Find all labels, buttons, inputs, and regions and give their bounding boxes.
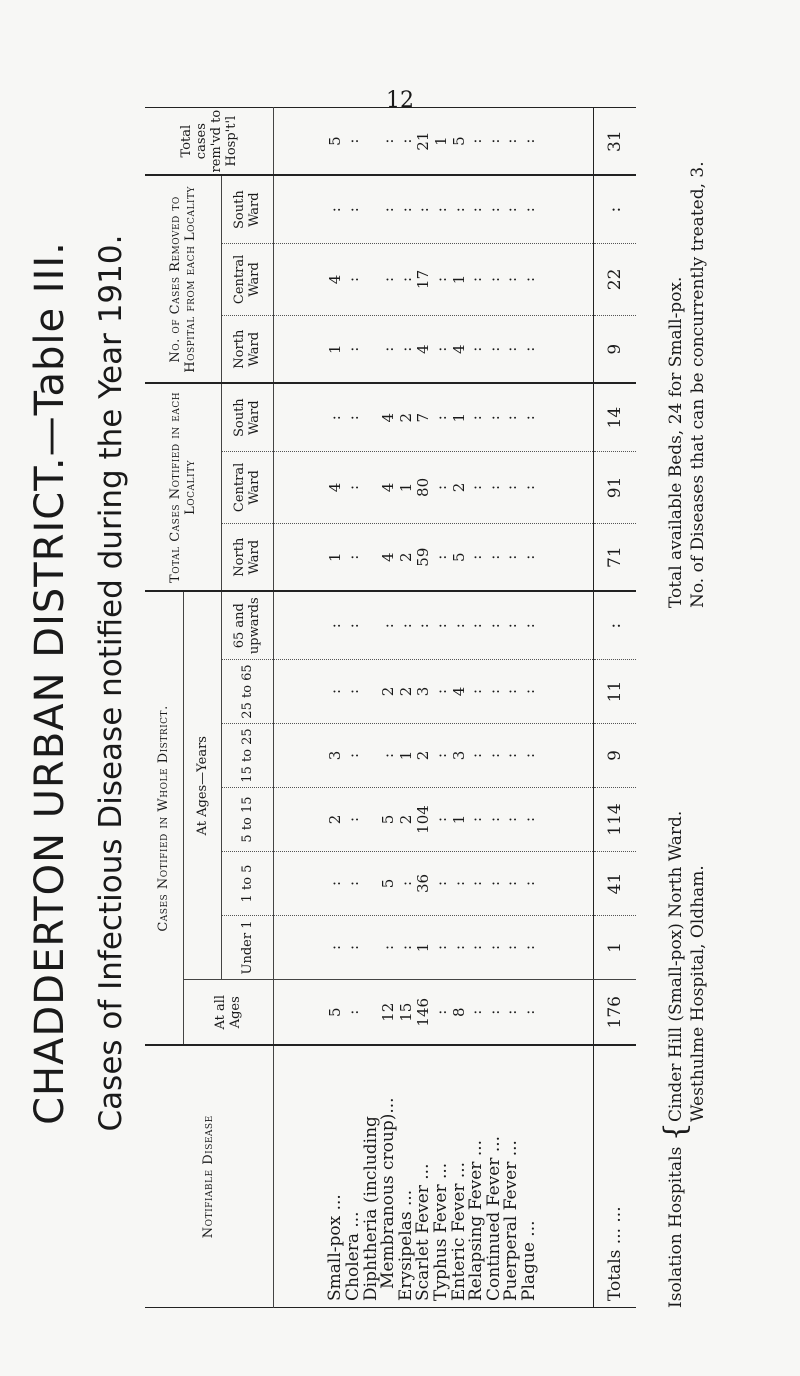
- header-total-notified: Total Cases Notified in each Locality: [145, 383, 221, 591]
- table-cell: :: [467, 346, 486, 352]
- col-5-to-15: [273, 788, 593, 852]
- col-15-to-25: [273, 724, 593, 788]
- disease-name: Small-pox ...: [325, 1194, 346, 1301]
- table-cell: :: [519, 138, 538, 144]
- table-cell: 4: [449, 686, 468, 697]
- header-removed-central-ward: Central Ward: [221, 243, 273, 315]
- table-cell: :: [519, 346, 538, 352]
- total-under-1: 1: [593, 916, 636, 980]
- table-cell: :: [502, 207, 521, 213]
- table-cell: :: [414, 623, 433, 629]
- table-cell: :: [467, 554, 486, 560]
- table-cell: :: [432, 276, 450, 282]
- table-cell: :: [396, 276, 415, 282]
- table-cell: :: [432, 1009, 450, 1015]
- table-cell: :: [396, 880, 415, 887]
- header-disease: Notifiable Disease: [145, 1046, 273, 1308]
- col-removed-north: [273, 315, 593, 383]
- table-cell: :: [326, 944, 345, 951]
- table-cell: :: [484, 623, 503, 629]
- table-cell: [363, 452, 381, 523]
- table-cell: :: [484, 276, 503, 282]
- table-cell: 21: [414, 131, 433, 151]
- table-cell: :: [326, 207, 345, 213]
- table-cell: :: [484, 880, 503, 887]
- header-at-ages: At Ages—Years: [183, 591, 221, 979]
- table-cell: [363, 108, 381, 175]
- table-cell: :: [467, 623, 486, 629]
- header-notified-north-ward: North Ward: [221, 523, 273, 591]
- table-cell: 1: [326, 344, 345, 354]
- table-cell: :: [467, 1009, 486, 1015]
- table-cell: 4: [379, 552, 398, 562]
- table-cell: :: [502, 484, 521, 490]
- table-cell: 2: [379, 686, 398, 697]
- total-1-to-5: 41: [593, 852, 636, 916]
- table-cell: :: [432, 816, 450, 823]
- header-age-15-to-25: 15 to 25: [221, 724, 273, 788]
- table-cell: 146: [414, 997, 433, 1027]
- table-cell: :: [467, 415, 486, 421]
- table-cell: :: [484, 484, 503, 490]
- header-cases-whole-district: Cases Notified in Whole District.: [145, 591, 183, 1045]
- col-total-removed: [273, 107, 593, 175]
- footnote-hospital-2: Westhulme Hospital, Oldham.: [688, 865, 708, 1122]
- table-cell: :: [379, 944, 398, 951]
- table-cell: :: [379, 752, 398, 759]
- table-cell: :: [519, 816, 538, 823]
- table-cell: :: [519, 688, 538, 695]
- footnote-hospital-1: Cinder Hill (Small-pox) North Ward.: [666, 810, 686, 1122]
- table-cell: :: [379, 138, 398, 144]
- table-cell: :: [396, 623, 415, 629]
- header-age-under-1: Under 1: [221, 916, 273, 980]
- table-cell: :: [432, 944, 450, 951]
- table-cell: :: [344, 623, 363, 629]
- total-notified-north: 71: [593, 523, 636, 591]
- table-cell: 80: [414, 477, 433, 497]
- table-cell: 1: [396, 750, 415, 761]
- table-cell: 2: [414, 750, 433, 761]
- table-cell: :: [396, 346, 415, 352]
- table-cell: :: [344, 816, 363, 823]
- table-cell: :: [396, 138, 415, 144]
- table-cell: [363, 316, 381, 383]
- table-cell: :: [502, 276, 521, 282]
- table-cell: :: [467, 276, 486, 282]
- table-cell: 5: [379, 878, 398, 889]
- table-cell: :: [432, 484, 450, 490]
- table-cell: :: [396, 944, 415, 951]
- table-cell: :: [432, 880, 450, 887]
- col-removed-central: [273, 243, 593, 315]
- table-cell: :: [344, 752, 363, 759]
- table-cell: :: [344, 346, 363, 352]
- brace-icon: {: [658, 1122, 693, 1142]
- table-cell: :: [379, 207, 398, 213]
- disease-list: [273, 1046, 593, 1308]
- col-65-up: [273, 591, 593, 659]
- total-removed-central: 22: [593, 243, 636, 315]
- table-cell: :: [484, 752, 503, 759]
- table-cell: :: [502, 415, 521, 421]
- table-cell: :: [519, 623, 538, 629]
- table-cell: :: [467, 816, 486, 823]
- header-total-removed: Total cases rem'vd to Hosp't'l: [145, 107, 273, 175]
- table-cell: [363, 980, 381, 1045]
- table-cell: :: [432, 554, 450, 560]
- table-cell: 3: [449, 750, 468, 761]
- header-age-25-to-65: 25 to 65: [221, 660, 273, 724]
- header-removed-north-ward: North Ward: [221, 315, 273, 383]
- header-age-65-up: 65 and upwards: [221, 591, 273, 659]
- header-removed-to-hospital: No. of Cases Removed to Hospital from each Locality: [145, 175, 221, 383]
- total-notified-central: 91: [593, 451, 636, 523]
- table-cell: 104: [414, 805, 433, 834]
- table-cell: :: [502, 554, 521, 560]
- table-cell: :: [519, 554, 538, 560]
- table-cell: :: [467, 752, 486, 759]
- table-cell: 2: [396, 686, 415, 697]
- table-cell: :: [519, 752, 538, 759]
- table-cell: :: [502, 1009, 521, 1015]
- table-cell: 2: [326, 814, 345, 825]
- total-all-ages: 176: [593, 980, 636, 1046]
- table-cell: 1: [414, 942, 433, 953]
- table-cell: :: [344, 484, 363, 490]
- table-cell: :: [484, 816, 503, 823]
- disease-name: Erysipelas ...: [395, 1189, 416, 1301]
- table-cell: :: [326, 688, 345, 695]
- col-all-ages: [273, 980, 593, 1046]
- table-cell: :: [344, 138, 363, 144]
- table-cell: :: [502, 880, 521, 887]
- table-cell: 4: [326, 482, 345, 493]
- disease-name: Enteric Fever ...: [448, 1161, 469, 1301]
- table-cell: :: [344, 1009, 363, 1015]
- col-under-1: [273, 916, 593, 980]
- table-cell: 12: [379, 1002, 398, 1022]
- table-cell: :: [432, 207, 450, 213]
- table-cell: 4: [326, 274, 345, 285]
- footnote-label: Isolation Hospitals: [666, 1146, 686, 1308]
- disease-name: Plague ...: [518, 1220, 539, 1301]
- table-cell: 2: [396, 412, 415, 423]
- col-notified-south: [273, 383, 593, 451]
- table-cell: :: [502, 688, 521, 695]
- table-cell: [363, 384, 381, 451]
- table-cell: 17: [414, 269, 433, 289]
- table-cell: 5: [326, 1007, 345, 1018]
- totals-row: [593, 107, 636, 1307]
- table-cell: 2: [396, 552, 415, 562]
- col-notified-north: [273, 523, 593, 591]
- table-cell: :: [484, 688, 503, 695]
- table-cell: 1: [449, 274, 468, 285]
- table-cell: :: [467, 944, 486, 951]
- table-cell: :: [432, 346, 450, 352]
- table-cell: :: [467, 484, 486, 490]
- table-cell: :: [449, 944, 468, 951]
- table-cell: :: [326, 415, 345, 421]
- table-cell: :: [484, 415, 503, 421]
- totals-label: Totals ... ...: [593, 1046, 636, 1308]
- table-cell: :: [344, 880, 363, 887]
- table-cell: :: [484, 944, 503, 951]
- table-cell: 1: [432, 136, 450, 146]
- table-cell: 59: [414, 547, 433, 567]
- disease-name: Scarlet Fever ...: [413, 1163, 434, 1301]
- header-notified-central-ward: Central Ward: [221, 451, 273, 523]
- table-cell: :: [432, 752, 450, 759]
- table-cell: :: [379, 276, 398, 282]
- table-cell: :: [396, 207, 415, 213]
- total-15-to-25: 9: [593, 724, 636, 788]
- table-cell: 1: [449, 412, 468, 423]
- page-subtitle: Cases of Infectious Disease notified during the Year 1910.: [93, 234, 129, 1132]
- table-cell: [363, 724, 381, 787]
- table-cell: :: [502, 138, 521, 144]
- table-cell: :: [326, 623, 345, 629]
- table-cell: :: [414, 207, 433, 213]
- table-cell: :: [467, 207, 486, 213]
- table-cell: 8: [449, 1007, 468, 1018]
- header-notified-south-ward: South Ward: [221, 383, 273, 451]
- total-65-up: :: [593, 591, 636, 659]
- table-cell: :: [449, 880, 468, 887]
- table-cell: :: [519, 944, 538, 951]
- header-removed-south-ward: South Ward: [221, 175, 273, 243]
- title-block: [5, 58, 145, 1308]
- table-cell: :: [484, 346, 503, 352]
- header-age-1-to-5: 1 to 5: [221, 852, 273, 916]
- disease-name: Relapsing Fever ...: [466, 1139, 487, 1301]
- table-cell: 1: [326, 552, 345, 562]
- table-cell: 5: [449, 136, 468, 146]
- table-cell: :: [484, 138, 503, 144]
- table-cell: :: [519, 484, 538, 490]
- table-cell: 1: [396, 482, 415, 493]
- table-cell: :: [326, 880, 345, 887]
- table-cell: :: [519, 1009, 538, 1015]
- table-cell: :: [379, 346, 398, 352]
- table-cell: 5: [326, 136, 345, 146]
- table-cell: 2: [396, 814, 415, 825]
- footnote-concurrent: No. of Diseases that can be concurrently treated, 3.: [688, 161, 708, 608]
- table-cell: :: [432, 623, 450, 629]
- col-1-to-5: [273, 852, 593, 916]
- table-cell: [363, 592, 381, 659]
- col-removed-south: [273, 175, 593, 243]
- table-cell: :: [502, 944, 521, 951]
- table-cell: [363, 244, 381, 315]
- total-25-to-65: 11: [593, 660, 636, 724]
- table-cell: :: [344, 688, 363, 695]
- table-cell: :: [379, 623, 398, 629]
- table-cell: :: [344, 207, 363, 213]
- table-cell: :: [467, 880, 486, 887]
- table-cell: [363, 524, 381, 591]
- disease-name: Typhus Fever ...: [431, 1162, 451, 1301]
- table-cell: :: [519, 207, 538, 213]
- disease-name: Cholera ...: [343, 1211, 364, 1301]
- footnote-beds: Total available Beds, 24 for Small-pox.: [666, 276, 686, 608]
- rotated-page-content: [5, 58, 708, 1308]
- table-cell: 1: [449, 814, 468, 825]
- col-notified-central: [273, 451, 593, 523]
- table-cell: :: [467, 688, 486, 695]
- table-cell: :: [467, 138, 486, 144]
- table-cell: [363, 788, 381, 851]
- table-cell: :: [344, 944, 363, 951]
- total-removed-all: 31: [593, 107, 636, 175]
- total-removed-south: :: [593, 175, 636, 243]
- table-cell: :: [484, 207, 503, 213]
- table-cell: 7: [414, 412, 433, 423]
- disease-name: Puerperal Fever ...: [501, 1140, 522, 1301]
- page-number: 12: [386, 88, 414, 113]
- table-cell: :: [502, 816, 521, 823]
- disease-name: Diphtheria (including: [360, 1116, 381, 1301]
- table-cell: :: [502, 752, 521, 759]
- table-cell: [363, 916, 381, 979]
- table-cell: :: [344, 276, 363, 282]
- disease-name: Membranous croup)...: [378, 1097, 399, 1289]
- table-cell: :: [502, 346, 521, 352]
- total-notified-south: 14: [593, 383, 636, 451]
- table-cell: :: [519, 415, 538, 421]
- table-cell: 4: [379, 412, 398, 423]
- table-cell: 15: [396, 1002, 415, 1022]
- table-cell: :: [484, 554, 503, 560]
- table-cell: :: [519, 276, 538, 282]
- table-cell: :: [519, 880, 538, 887]
- table-cell: :: [432, 415, 450, 421]
- table-cell: [363, 660, 381, 723]
- table-cell: 36: [414, 873, 433, 894]
- page-title: CHADDERTON URBAN DISTRICT.—Table III.: [27, 241, 73, 1125]
- table-cell: 3: [414, 686, 433, 697]
- table-cell: 5: [449, 552, 468, 562]
- table-cell: [363, 852, 381, 915]
- total-5-to-15: 114: [593, 788, 636, 852]
- total-removed-north: 9: [593, 315, 636, 383]
- table-cell: :: [432, 688, 450, 695]
- table-cell: 4: [449, 344, 468, 354]
- table-cell: 3: [326, 750, 345, 761]
- table-cell: :: [502, 623, 521, 629]
- table-cell: :: [449, 207, 468, 213]
- header-all-ages: At all Ages: [183, 980, 273, 1046]
- table-cell: :: [484, 1009, 503, 1015]
- table-cell: :: [344, 554, 363, 560]
- table-cell: 5: [379, 814, 398, 825]
- disease-name: Continued Fever ...: [483, 1135, 504, 1301]
- header-age-5-to-15: 5 to 15: [221, 788, 273, 852]
- table-cell: :: [449, 623, 468, 629]
- table-cell: 2: [449, 482, 468, 493]
- table-cell: 4: [414, 344, 433, 354]
- table-cell: 4: [379, 482, 398, 493]
- table-cell: :: [344, 415, 363, 421]
- col-25-to-65: [273, 660, 593, 724]
- table-cell: [363, 176, 381, 243]
- disease-table: [145, 107, 636, 1308]
